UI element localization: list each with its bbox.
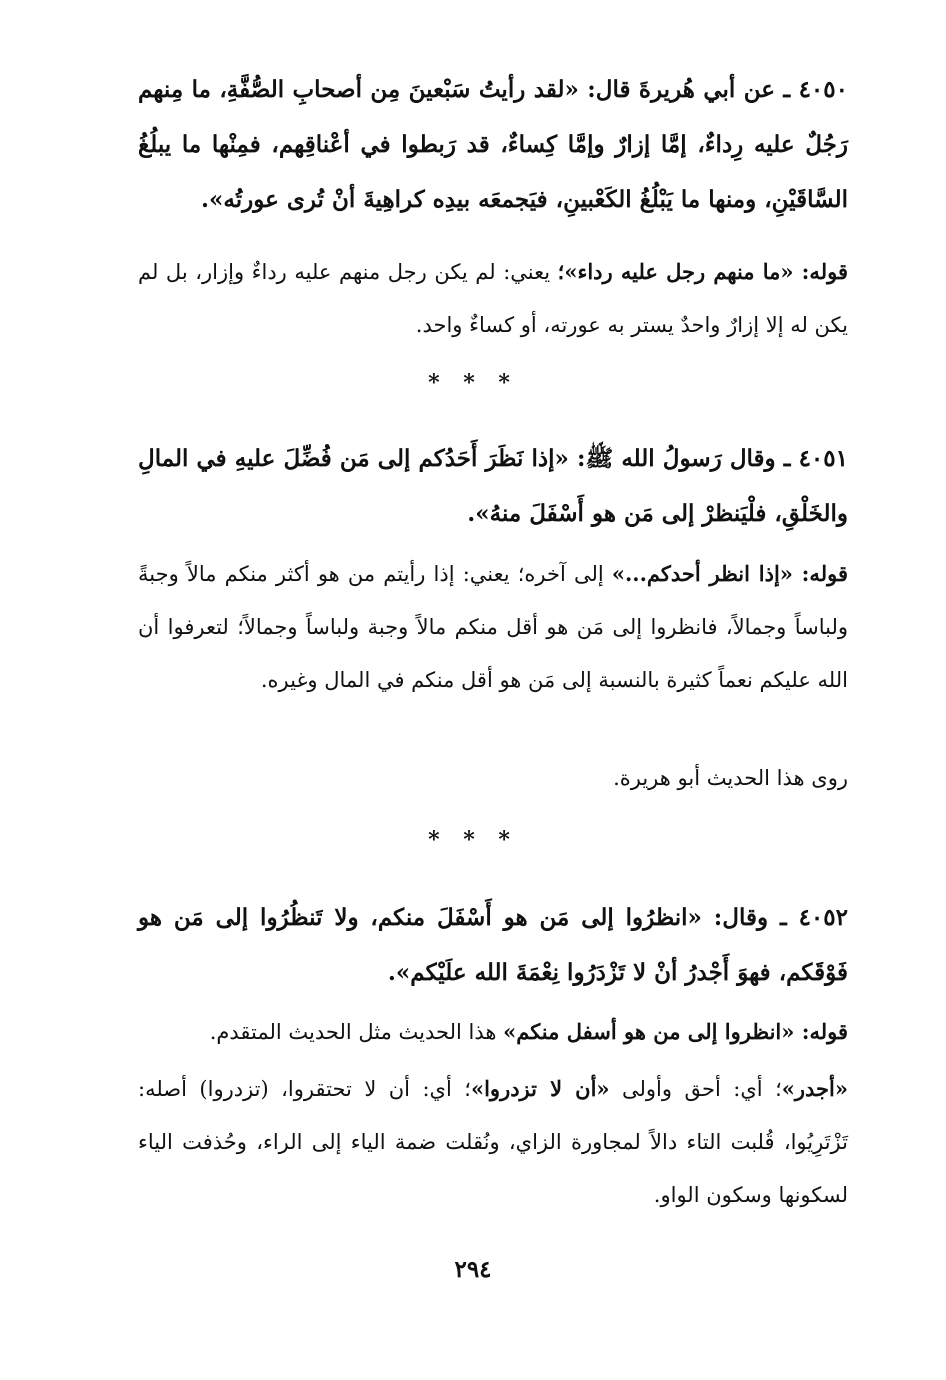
- hadith-4052-text: ٤٠٥٢ ـ وقال: «انظرُوا إلى مَن هو أَسْفَلَ منكم، ولا تَنظُرُوا إلى مَن هو فَوْقَكم، فهوَ أَجْدرُ أنْ لا تَزْدَرُوا نِعْمَةَ الله علَيْكم».: [138, 904, 848, 986]
- commentary-4052-b-lead1: «أجدر»: [781, 1076, 848, 1101]
- commentary-4052-a-text: هذا الحديث مثل الحديث المتقدم.: [209, 1020, 504, 1044]
- commentary-4051-text: إلى آخره؛ يعني: إذا رأيتم من هو أكثر منكم مالاً وجبةً ولباساً وجمالاً، فانظروا إلى مَن هو أقل منكم مالاً وجبة ولباساً وجمالاً؛ لتعرفوا أن الله عليكم نعماً كثيرة بالنسبة إلى مَن هو أقل منكم في المال وغيره.: [138, 562, 848, 692]
- narrator-note-4051: روى هذا الحديث أبو هريرة.: [613, 766, 848, 790]
- hadith-4051-text: ٤٠٥١ ـ وقال رَسولُ الله ﷺ: «إذا نَظَرَ أَحَدُكم إلى مَن فُضِّلَ عليهِ في المالِ والخَلْقِ، فلْيَنظرْ إلى مَن هو أَسْفَلَ منهُ».: [138, 445, 848, 527]
- commentary-4051: [138, 547, 848, 707]
- commentary-4052-a: [138, 1005, 848, 1059]
- hadith-4050-text: ٤٠٥٠ ـ عن أبي هُريرةَ قال: «لقد رأيتُ سَبْعينَ مِن أصحابِ الصُّفَّةِ، ما مِنهم رَجُلٌ عليه رِداءٌ، إمَّا إزارٌ وإمَّا كِساءٌ، قد رَبطوا في أعْناقِهم، فمِنْها ما يبلُغُ السَّاقَيْنِ، ومنها ما يَبْلُغُ الكَعْبينِ، فيَجمعَه بيدِه كراهِيةَ أنْ تُرى عورتُه».: [138, 76, 848, 213]
- commentary-4052-b-text: ؛ أي: أن لا تحتقروا، (تزدروا) أصله: تَزْتَرِيُوا، قُلبت التاء دالاً لمجاورة الزاي، ونُقلت ضمة الياء إلى الراء، وحُذفت الياء لسكونها وسكون الواو.: [138, 1077, 848, 1207]
- section-separator-2: * * *: [428, 827, 518, 853]
- commentary-4050: [138, 245, 848, 352]
- hadith-4052: [138, 890, 848, 1000]
- commentary-4052-b: [138, 1062, 848, 1222]
- hadith-4051: [138, 431, 848, 541]
- page-number: ٢٩٤: [454, 1256, 492, 1283]
- commentary-4051-lead: قوله: «إذا انظر أحدكم...»: [611, 561, 848, 586]
- commentary-4052-b-lead2: «أن لا تزدروا»: [470, 1076, 610, 1101]
- hadith-4050: [138, 62, 848, 227]
- section-separator-1: * * *: [428, 370, 518, 396]
- commentary-4052-a-lead: قوله: «انظروا إلى من هو أسفل منكم»: [503, 1019, 848, 1044]
- commentary-4052-b-mid: ؛ أي: أحق وأولى: [609, 1077, 782, 1101]
- commentary-4050-text: يعني: لم يكن رجل منهم عليه رداءٌ وإزار، بل لم يكن له إلا إزارٌ واحدٌ يستر به عورته، أو كساءٌ واحد.: [138, 260, 848, 337]
- commentary-4050-lead: قوله: «ما منهم رجل عليه رداء»؛: [557, 259, 848, 284]
